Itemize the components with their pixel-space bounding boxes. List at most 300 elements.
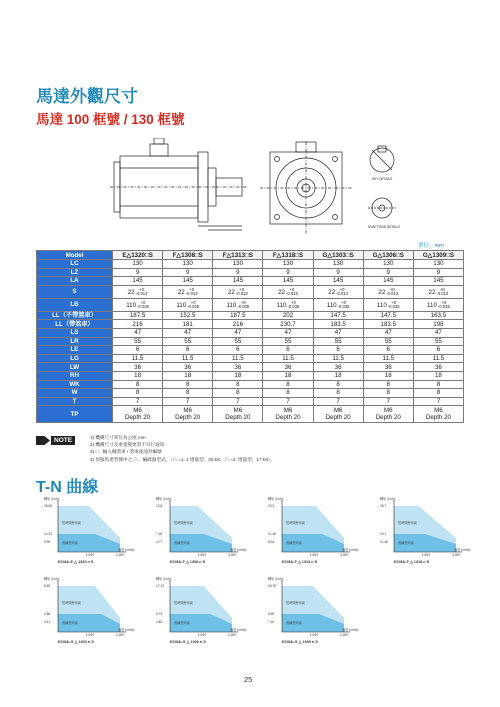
cell-value: 6 — [135, 346, 140, 354]
y-axis-label: 轉矩 (N-m) — [156, 497, 172, 501]
cell-value: 163.5 — [430, 312, 447, 320]
table-cell — [213, 389, 263, 398]
tolerance-upper: +0 — [391, 299, 397, 305]
x-tick-label: 1,500 — [197, 553, 206, 557]
cell-value: 147.5 — [380, 312, 397, 320]
y-tick-label: 17.19 — [156, 584, 164, 588]
cell-value: 187.5 — [129, 312, 146, 320]
table-cell — [163, 320, 213, 329]
y-tick-label: 8.34 — [268, 540, 275, 544]
table-cell — [413, 277, 463, 286]
table-cell — [363, 406, 413, 423]
tp-depth: Depth 20 — [125, 414, 151, 422]
cell-value: 55 — [184, 337, 192, 345]
y-axis-label: 轉矩 (N-m) — [44, 577, 60, 581]
table-cell — [213, 380, 263, 389]
table-cell — [163, 268, 213, 277]
cell-value: 11.5 — [382, 355, 395, 363]
y-tick-label: 2.86 — [44, 612, 51, 616]
cell-value: 36 — [134, 363, 142, 371]
table-cell — [213, 397, 263, 406]
column-header: F△1308□S — [163, 251, 213, 260]
x-tick-label: 2,000 — [340, 633, 348, 637]
table-cell — [313, 406, 363, 423]
cell-value: 8 — [336, 380, 340, 388]
table-cell — [363, 298, 413, 311]
row-key: RH — [37, 371, 113, 380]
x-axis-label: 速度 (r/min) — [118, 548, 135, 552]
table-cell — [363, 354, 413, 363]
cell-value: 18 — [384, 372, 392, 380]
column-header: E△1320□S — [113, 251, 163, 260]
cell-value: 130 — [132, 260, 143, 268]
cell-value: 130 — [182, 260, 193, 268]
tolerance — [236, 288, 248, 296]
cell-value: 8 — [286, 389, 290, 397]
curve-model-name: ECMA-F △ 1308 n S — [170, 560, 206, 564]
table-row-tp — [37, 406, 464, 423]
row-key: S — [37, 285, 113, 298]
table-cell — [313, 397, 363, 406]
note-item: 4) 伺服馬達型號中之 △：編碼器型式。（△ =1: 1 增量型，20-bit；△ =2: 增量型，17-bit）。 — [90, 456, 275, 462]
tolerance — [187, 301, 199, 309]
tn-curve-panel — [156, 496, 248, 568]
cell-value: 6 — [236, 346, 240, 354]
table-cell — [413, 389, 463, 398]
cell-value: 22 — [428, 288, 436, 296]
tolerance-lower: -0.013 — [386, 290, 399, 296]
table-cell — [363, 277, 413, 286]
cell-value: 9 — [135, 268, 140, 276]
table-cell — [413, 328, 463, 337]
cell-value: 6 — [185, 346, 190, 354]
table-cell — [113, 389, 163, 398]
table-row — [37, 277, 464, 286]
tolerance-upper: +0 — [341, 299, 346, 305]
zone-b-label: 連續使用區 — [286, 541, 302, 545]
table-row — [37, 389, 464, 398]
tp-depth: Depth 20 — [175, 414, 201, 422]
table-cell — [213, 277, 263, 286]
y-tick-label: 2.41 — [44, 620, 51, 624]
cell-value: 8 — [236, 389, 240, 397]
table-cell — [113, 328, 163, 337]
table-cell — [313, 363, 363, 372]
column-header: F△1313□S — [213, 251, 263, 260]
row-key: LE — [37, 346, 113, 355]
table-cell — [363, 346, 413, 355]
tn-curve-panel — [156, 576, 248, 648]
cell-value: 47 — [384, 329, 392, 337]
row-key: LB — [37, 298, 113, 311]
table-row — [37, 337, 464, 346]
tolerance-upper: +0 — [289, 286, 295, 292]
cell-value: 8 — [185, 380, 190, 388]
cell-value: 22 — [378, 288, 386, 296]
table-cell — [313, 277, 363, 286]
row-key: LL（帶煞車） — [37, 320, 113, 329]
x-axis-label: 速度 (r/min) — [342, 628, 359, 632]
curve-model-name: ECMA-G △ 1306 n S — [170, 640, 206, 644]
table-cell — [113, 406, 163, 423]
tp-thread: M6 — [434, 407, 443, 415]
table-cell — [213, 260, 263, 269]
cell-value: 11.5 — [131, 355, 144, 363]
tolerance-lower: -0.035 — [237, 303, 250, 309]
tp-thread: M6 — [183, 407, 193, 415]
cell-value: 47 — [434, 329, 442, 337]
row-key: LC — [37, 260, 113, 269]
cell-value: 11.5 — [181, 355, 194, 363]
cell-value: 47 — [334, 329, 342, 337]
table-cell — [363, 389, 413, 398]
table-cell — [113, 311, 163, 320]
table-cell — [163, 285, 213, 298]
table-cell — [363, 380, 413, 389]
row-key: LZ — [37, 268, 113, 277]
cell-value: 9 — [236, 268, 240, 276]
table-cell — [263, 311, 313, 320]
tn-curve-title: T-N 曲線 — [36, 479, 99, 496]
table-cell — [413, 268, 463, 277]
cell-value: 36 — [284, 363, 292, 371]
cell-value: 216 — [132, 320, 143, 328]
cell-value: 130 — [433, 260, 444, 268]
table-cell — [263, 346, 313, 355]
table-cell — [263, 285, 313, 298]
tp-thread: M6 — [383, 407, 393, 415]
y-tick-label: 4.82 — [156, 620, 163, 624]
tp-depth: Depth 20 — [425, 414, 451, 422]
cell-value: 6 — [436, 346, 441, 354]
curve-model-name: ECMA-F △ 1313 n S — [282, 560, 318, 564]
table-cell — [113, 363, 163, 372]
x-tick-label: 1,500 — [309, 553, 318, 557]
table-cell — [213, 346, 263, 355]
tp-thread: M6 — [283, 407, 293, 415]
cell-value: 8 — [135, 389, 140, 397]
cell-value: 11.5 — [332, 355, 344, 363]
cell-value: 110 — [126, 301, 137, 309]
cell-value: 47 — [184, 329, 192, 337]
table-cell — [213, 328, 263, 337]
zone-b-label: 連續使用區 — [398, 541, 414, 545]
tolerance-upper: +0 — [189, 286, 195, 292]
tolerance-lower: -0.013 — [135, 290, 148, 296]
cell-value: 145 — [383, 277, 394, 285]
table-cell — [213, 320, 263, 329]
table-cell — [263, 406, 313, 423]
table-cell — [313, 380, 363, 389]
table-cell — [413, 320, 463, 329]
table-cell — [413, 406, 463, 423]
cell-value: 8 — [286, 380, 290, 388]
table-cell — [313, 337, 363, 346]
tolerance — [336, 288, 348, 296]
table-cell — [163, 397, 213, 406]
zone-b-label: 連續使用區 — [62, 621, 78, 625]
x-tick-label: 3,000 — [340, 553, 348, 557]
y-tick-label: 8.59 — [268, 612, 275, 616]
table-cell — [413, 285, 463, 298]
table-cell — [313, 371, 363, 380]
tolerance-upper: +0 — [139, 286, 144, 292]
table-cell — [263, 298, 313, 311]
table-cell — [163, 260, 213, 269]
table-cell — [313, 320, 363, 329]
cell-value: 230.7 — [280, 320, 296, 328]
x-tick-label: 2,000 — [228, 633, 236, 637]
tolerance-lower: -0.035 — [437, 303, 450, 309]
table-cell — [213, 268, 263, 277]
cell-value: 9 — [185, 268, 190, 276]
x-axis-label: 速度 (r/min) — [342, 548, 359, 552]
table-cell — [213, 285, 263, 298]
table-cell — [413, 354, 463, 363]
cell-value: 183.5 — [380, 320, 397, 328]
cell-value: 145 — [433, 277, 444, 285]
table-cell — [113, 346, 163, 355]
table-cell — [163, 354, 213, 363]
table-cell — [363, 260, 413, 269]
cell-value: 18 — [284, 372, 292, 380]
table-row — [37, 260, 464, 269]
table-header-row — [37, 251, 464, 260]
cell-value: 8 — [336, 389, 340, 397]
cell-value: 145 — [232, 277, 244, 285]
cell-value: 22 — [278, 288, 285, 296]
cell-value: 7 — [286, 398, 290, 406]
cell-value: 9 — [436, 268, 441, 276]
y-tick-label: 11.48 — [380, 540, 388, 544]
y-axis-label: 轉矩 (N-m) — [268, 577, 284, 581]
x-tick-label: 1,000 — [85, 633, 94, 637]
cell-value: 7 — [336, 398, 340, 406]
table-cell — [163, 277, 213, 286]
table-row — [37, 328, 464, 337]
cell-value: 145 — [182, 277, 193, 285]
table-cell — [163, 371, 213, 380]
x-tick-label: 3,000 — [452, 553, 460, 557]
table-cell — [313, 260, 363, 269]
tn-curve-panel — [44, 576, 136, 648]
cell-value: 7 — [386, 398, 390, 406]
motor-dimension-drawing — [110, 138, 430, 238]
table-cell — [313, 328, 363, 337]
table-cell — [413, 298, 463, 311]
tolerance-upper: +0 — [239, 286, 245, 292]
row-key: LR — [37, 337, 113, 346]
table-cell — [213, 406, 263, 423]
table-cell — [363, 337, 413, 346]
y-tick-label: 7.16 — [268, 620, 275, 624]
y-tick-label: 7.16 — [156, 532, 163, 536]
tolerance — [438, 301, 450, 309]
table-cell — [263, 371, 313, 380]
x-tick-label: 1,000 — [85, 553, 94, 557]
x-tick-label: 1,000 — [309, 633, 318, 637]
tolerance — [286, 288, 298, 296]
note-arrow-icon — [36, 436, 50, 445]
tolerance-lower: -0.035 — [387, 303, 400, 309]
page-title: 馬達外觀尺寸 — [36, 87, 138, 106]
table-cell — [113, 354, 163, 363]
table-cell — [263, 354, 313, 363]
table-cell — [413, 371, 463, 380]
column-header: F△1318□S — [263, 251, 313, 260]
table-cell — [313, 311, 363, 320]
tp-depth: Depth 20 — [375, 414, 401, 422]
table-cell — [213, 337, 263, 346]
x-tick-label: 2,000 — [116, 553, 124, 557]
row-key: W — [37, 389, 113, 398]
table-cell — [113, 371, 163, 380]
tolerance-lower: -0.013 — [286, 290, 298, 296]
x-tick-label: 2,000 — [116, 633, 124, 637]
tn-curve-panel — [380, 496, 472, 568]
table-cell — [113, 277, 163, 286]
cell-value: 8 — [436, 380, 441, 388]
table-cell — [363, 328, 413, 337]
y-tick-label: 28.65 — [44, 504, 52, 508]
cell-value: 22 — [177, 288, 185, 296]
cell-value: 9 — [286, 268, 290, 276]
table-cell — [163, 389, 213, 398]
table-cell — [313, 346, 363, 355]
table-cell — [163, 298, 213, 311]
cell-value: 18 — [334, 372, 342, 380]
zone-a-label: 短時間使用區 — [286, 521, 306, 525]
tp-depth: Depth 20 — [225, 414, 251, 422]
table-cell — [413, 363, 463, 372]
cell-value: 7 — [436, 398, 441, 406]
cell-value: 145 — [132, 277, 143, 285]
cell-value: 110 — [176, 301, 187, 309]
cell-value: 36 — [434, 363, 442, 371]
table-cell — [163, 346, 213, 355]
cell-value: 18 — [234, 372, 242, 380]
y-tick-label: 9.55 — [44, 540, 51, 544]
row-key: LG — [37, 354, 113, 363]
table-cell — [313, 389, 363, 398]
cell-value: 130 — [332, 260, 344, 268]
note-item: 2) 機構尺寸及重量變更恕不另行通知 — [90, 442, 165, 448]
cell-value: 11.5 — [432, 355, 445, 363]
cell-value: 110 — [276, 301, 287, 309]
table-cell — [163, 380, 213, 389]
row-key: TP — [37, 406, 113, 423]
curve-model-name: ECMA-G △ 1309 n S — [282, 640, 318, 644]
tolerance — [186, 288, 198, 296]
cell-value: 152.5 — [179, 312, 196, 320]
zone-a-label: 短時間使用區 — [174, 521, 194, 525]
table-cell — [363, 371, 413, 380]
cell-value: 11.5 — [232, 355, 244, 363]
cell-value: 36 — [184, 363, 192, 371]
table-row — [37, 354, 464, 363]
note-badge — [36, 436, 75, 445]
table-cell — [363, 397, 413, 406]
zone-b-label: 連續使用區 — [174, 621, 190, 625]
cell-value: 6 — [336, 346, 340, 354]
cell-value: 8 — [135, 380, 140, 388]
table-cell — [113, 380, 163, 389]
cell-value: 47 — [234, 329, 242, 337]
x-axis-label: 速度 (r/min) — [454, 548, 471, 552]
tolerance — [287, 301, 299, 309]
table-cell — [163, 311, 213, 320]
tp-thread: M6 — [233, 407, 243, 415]
table-cell — [263, 320, 313, 329]
note-item: 3) □：輸入軸煞車 / 煞車或油封編號 — [90, 449, 162, 455]
tolerance-upper: +0 — [140, 299, 146, 305]
table-cell — [363, 268, 413, 277]
table-cell — [413, 380, 463, 389]
cell-value: 202 — [282, 312, 294, 320]
zone-b-label: 連續使用區 — [174, 541, 190, 545]
table-cell — [113, 320, 163, 329]
table-cell — [263, 277, 313, 286]
zone-a-label: 短時間使用區 — [286, 601, 306, 605]
x-tick-label: 1,000 — [197, 633, 206, 637]
table-cell — [263, 363, 313, 372]
table-cell — [363, 311, 413, 320]
cell-value: 216 — [232, 320, 244, 328]
table-cell — [213, 354, 263, 363]
cell-value: 22 — [127, 288, 135, 296]
shaft-end-details-label: SHAFT END DETAILS — [368, 225, 400, 229]
zone-a-label: 短時間使用區 — [174, 601, 194, 605]
note-item: 1) 機構尺寸單位為公厘 mm — [90, 435, 146, 440]
table-row — [37, 363, 464, 372]
table-cell — [413, 397, 463, 406]
table-cell — [213, 371, 263, 380]
table-row — [37, 298, 464, 311]
tolerance — [137, 301, 149, 309]
tn-curve-panel — [44, 496, 136, 568]
table-row — [37, 268, 464, 277]
cell-value: 8 — [386, 380, 390, 388]
tolerance-lower: -0.013 — [235, 290, 248, 296]
key-details-label: KEY DETAILS — [372, 177, 393, 181]
table-cell — [313, 354, 363, 363]
zone-a-label: 短時間使用區 — [62, 601, 82, 605]
cell-value: 55 — [284, 337, 292, 345]
tolerance-lower: -0.013 — [185, 290, 198, 296]
cell-value: 7 — [236, 398, 240, 406]
cell-value: 181 — [182, 320, 193, 328]
cell-value: 145 — [282, 277, 294, 285]
tp-depth: Depth 20 — [325, 414, 351, 422]
tolerance — [338, 301, 350, 309]
row-key: LA — [37, 277, 113, 286]
y-tick-label: 28.7 — [380, 504, 387, 508]
tolerance-upper: +0 — [190, 299, 196, 305]
y-tick-label: 19.1 — [380, 532, 387, 536]
cell-value: 36 — [384, 363, 392, 371]
table-cell — [363, 320, 413, 329]
cell-value: 55 — [334, 337, 342, 345]
table-cell — [263, 328, 313, 337]
cell-value: 47 — [134, 329, 142, 337]
tolerance-upper: +0 — [389, 286, 395, 292]
table-cell — [113, 260, 163, 269]
table-cell — [313, 298, 363, 311]
table-cell — [363, 285, 413, 298]
note-list — [90, 434, 275, 463]
curve-model-name: ECMA-G △ 1303 n S — [58, 640, 94, 644]
cell-value: 47 — [284, 329, 292, 337]
